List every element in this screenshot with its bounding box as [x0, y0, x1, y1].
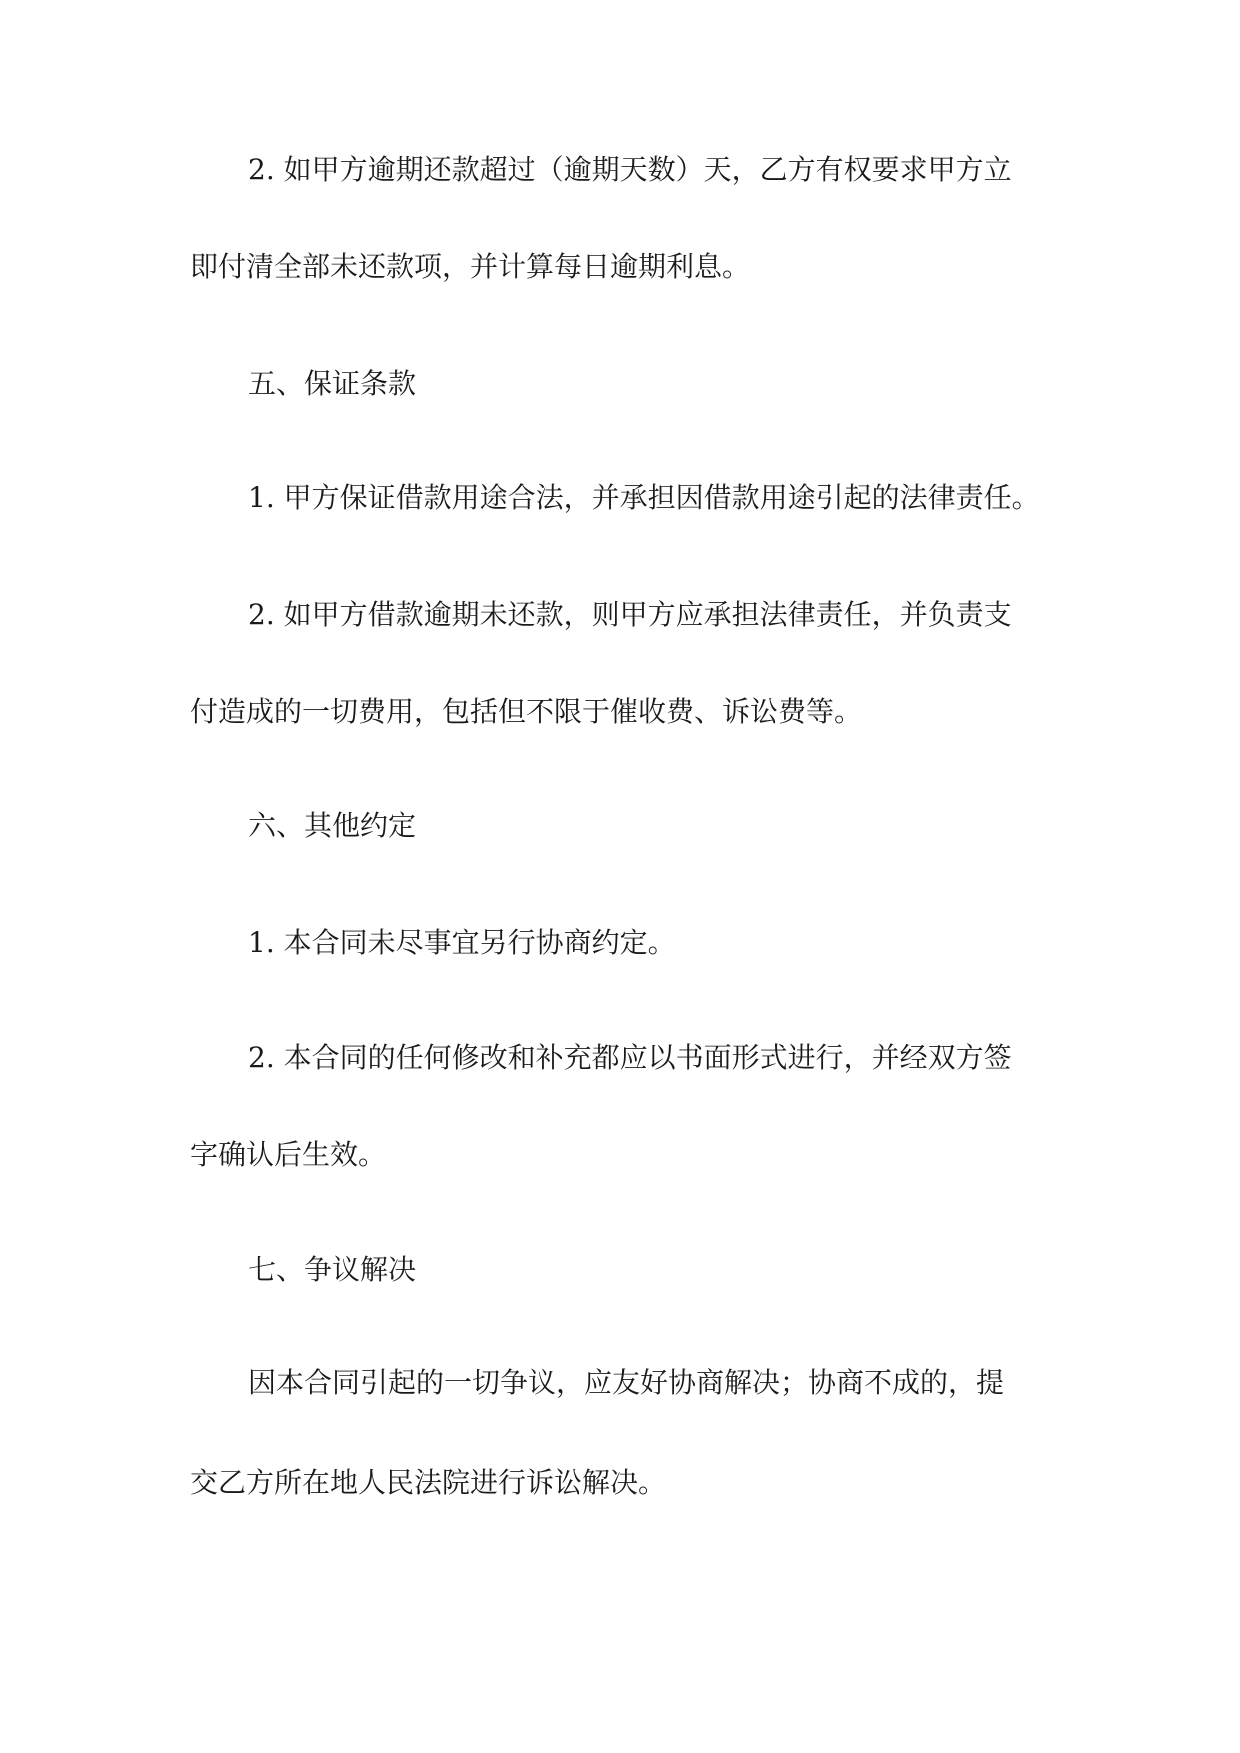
- text-line: 1. 本合同未尽事宜另行协商约定。: [248, 926, 676, 959]
- text-line: 2. 如甲方逾期还款超过（逾期天数）天，乙方有权要求甲方立: [248, 153, 1012, 186]
- text-line: 即付清全部未还款项，并计算每日逾期利息。: [190, 250, 751, 283]
- text-line: 付造成的一切费用，包括但不限于催收费、诉讼费等。: [190, 695, 863, 728]
- section-5-heading: 五、保证条款: [248, 367, 417, 400]
- text-line: 2. 如甲方借款逾期未还款，则甲方应承担法律责任，并负责支: [248, 598, 1012, 631]
- text-line: 交乙方所在地人民法院进行诉讼解决。: [190, 1466, 667, 1499]
- text-line: 因本合同引起的一切争议，应友好协商解决；协商不成的，提: [248, 1366, 1005, 1399]
- text-line: 1. 甲方保证借款用途合法，并承担因借款用途引起的法律责任。: [248, 481, 1040, 514]
- text-line: 2. 本合同的任何修改和补充都应以书面形式进行，并经双方签: [248, 1041, 1012, 1074]
- section-7-heading: 七、争议解决: [248, 1253, 417, 1286]
- text-line: 字确认后生效。: [190, 1138, 387, 1171]
- section-6-heading: 六、其他约定: [248, 809, 417, 842]
